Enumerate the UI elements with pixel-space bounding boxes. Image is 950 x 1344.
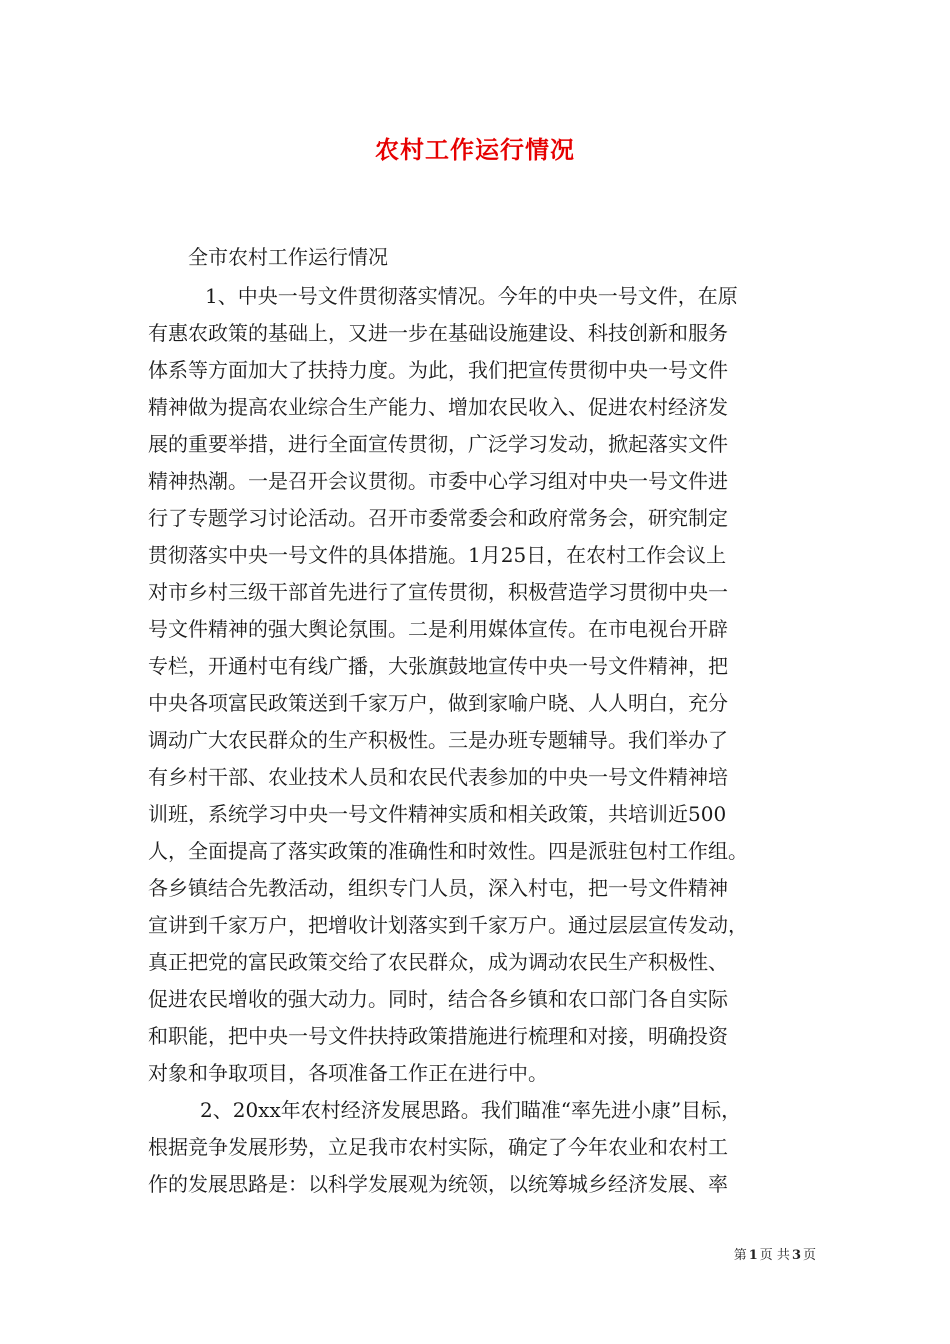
paragraph-line: 展的重要举措，进行全面宣传贯彻，广泛学习发动，掀起落实文件 [148,432,728,456]
paragraph-line: 有乡村干部、农业技术人员和农民代表参加的中央一号文件精神培 [148,765,728,789]
paragraph-line: 根据竞争发展形势，立足我市农村实际，确定了今年农业和农村工 [148,1135,728,1159]
footer-total-pages: 3 [791,1248,801,1263]
footer-prefix: 第 [733,1248,747,1263]
paragraph-line: 行了专题学习讨论活动。召开市委常委会和政府常务会，研究制定 [148,506,728,530]
paragraph-line: 和职能，把中央一号文件扶持政策措施进行梳理和对接，明确投资 [148,1024,728,1048]
paragraph-line: 专栏，开通村屯有线广播，大张旗鼓地宣传中央一号文件精神，把 [148,654,728,678]
paragraph-line: 体系等方面加大了扶持力度。为此，我们把宣传贯彻中央一号文件 [148,358,728,382]
paragraph-line: 中央各项富民政策送到千家万户，做到家喻户晓、人人明白，充分 [148,691,728,715]
document-title: 农村工作运行情况 [375,135,575,164]
paragraph-line: 作的发展思路是：以科学发展观为统领，以统筹城乡经济发展、率 [148,1172,728,1196]
paragraph-line: 2、20xx年农村经济发展思路。我们瞄准“率先进小康”目标， [200,1098,742,1122]
paragraph-line: 1、中央一号文件贯彻落实情况。今年的中央一号文件，在原 [205,284,738,308]
page-footer [600,1246,816,1266]
paragraph-line: 对市乡村三级干部首先进行了宣传贯彻，积极营造学习贯彻中央一 [148,580,728,604]
paragraph-line: 贯彻落实中央一号文件的具体措施。1月25日，在农村工作会议上 [148,543,727,567]
paragraph-line: 各乡镇结合先教活动，组织专门人员，深入村屯，把一号文件精神 [148,876,728,900]
document-subheading: 全市农村工作运行情况 [188,245,388,269]
footer-suffix: 页 [802,1248,816,1263]
paragraph-line: 精神做为提高农业综合生产能力、增加农民收入、促进农村经济发 [148,395,728,419]
footer-page-number: 1 [748,1248,758,1263]
paragraph-line: 宣讲到千家万户，把增收计划落实到千家万户。通过层层宣传发动， [148,913,748,937]
paragraph-line: 真正把党的富民政策交给了农民群众，成为调动农民生产积极性、 [148,950,728,974]
paragraph-line: 有惠农政策的基础上，又进一步在基础设施建设、科技创新和服务 [148,321,728,345]
paragraph-line: 号文件精神的强大舆论氛围。二是利用媒体宣传。在市电视台开辟 [148,617,728,641]
paragraph-line: 精神热潮。一是召开会议贯彻。市委中心学习组对中央一号文件进 [148,469,728,493]
footer-middle: 页 共 [759,1248,790,1263]
paragraph-line: 人，全面提高了落实政策的准确性和时效性。四是派驻包村工作组。 [148,839,748,863]
paragraph-line: 训班，系统学习中央一号文件精神实质和相关政策，共培训近500 [148,802,727,826]
paragraph-line: 促进农民增收的强大动力。同时，结合各乡镇和农口部门各自实际 [148,987,728,1011]
paragraph-line: 对象和争取项目，各项准备工作正在进行中。 [148,1061,548,1085]
paragraph-line: 调动广大农民群众的生产积极性。三是办班专题辅导。我们举办了 [148,728,728,752]
